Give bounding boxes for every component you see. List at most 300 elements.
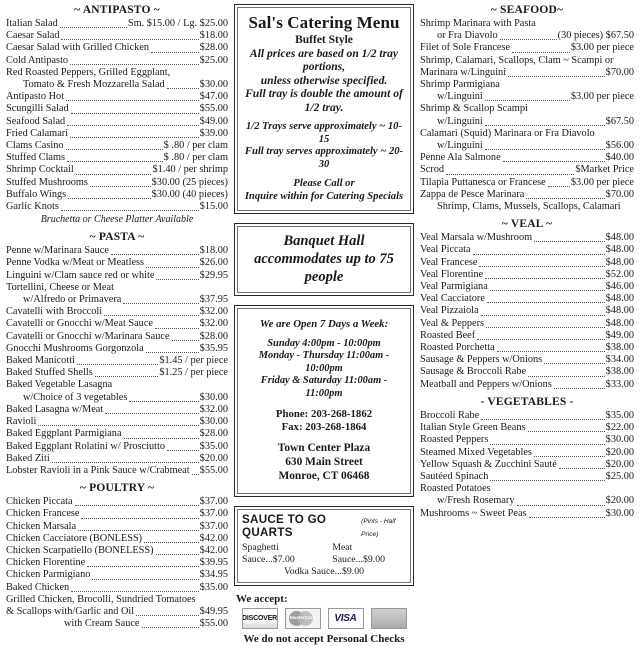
menu-item-price: $30.00: [605, 434, 634, 446]
menu-item-row: [420, 459, 634, 471]
dot-leader: [172, 69, 227, 77]
sauce-vodka: Vodka Sauce...$9.00: [283, 565, 365, 577]
menu-item-price: $30.00 (25 pieces): [151, 176, 228, 188]
menu-item-row: [420, 140, 634, 152]
menu-item-price: $ .80 / per clam: [163, 140, 228, 152]
menu-item-row: [6, 379, 228, 391]
menu-item-price: $49.95: [199, 605, 228, 617]
hours-heading: We are Open 7 Days a Week:: [259, 317, 389, 330]
menu-item-row: [6, 416, 228, 428]
menu-item-row: [420, 164, 634, 176]
dot-leader: [502, 81, 633, 89]
menu-item-name: Penne Vodka w/Meat or Meatless: [6, 257, 145, 269]
mastercard-label: MasterCard: [289, 614, 316, 620]
menu-item-name: Sausage & Peppers w/Onions: [420, 354, 543, 366]
menu-item-name: Gnocchi Mushrooms Gorgonzola: [6, 342, 144, 354]
menu-item-name: Chicken Piccata: [6, 496, 73, 508]
menu-item-name: Calamari (Squid) Marinara or Fra Diavolo: [420, 127, 595, 139]
hours-contact-box: [234, 305, 414, 497]
menu-item-row: [6, 42, 228, 54]
menu-item-row: [420, 495, 634, 507]
menu-item-row: [6, 294, 228, 306]
menu-item-price: $49.00: [605, 329, 634, 341]
menu-item-name: Sausage & Broccoli Rabe: [420, 366, 527, 378]
menu-item-row: [6, 508, 228, 520]
menu-item-name: Filet of Sole Francese: [420, 42, 511, 54]
menu-item-name: Italian Style Green Beans: [420, 422, 526, 434]
dot-leader: [38, 417, 198, 426]
menu-item-row: [6, 428, 228, 440]
menu-item-price: $3.00 per piece: [570, 42, 634, 54]
menu-item-name: Penne Ala Salmone: [420, 152, 501, 164]
menu-item-row: [420, 410, 634, 422]
dot-leader: [144, 534, 199, 543]
menu-item-row: [6, 404, 228, 416]
menu-item-price: $42.00: [199, 532, 228, 544]
sauce-heading-text: SAUCE TO GO QUARTS: [242, 512, 327, 539]
menu-item-name: Veal & Peppers: [420, 317, 485, 329]
menu-item-price: $30.00: [199, 391, 228, 403]
menu-item-row: [420, 42, 634, 54]
dot-leader: [615, 57, 633, 65]
dot-leader: [61, 31, 198, 40]
menu-item-name: Mushrooms ~ Sweet Peas: [420, 507, 527, 519]
menu-item-price: $48.00: [605, 232, 634, 244]
menu-item-price: $20.00: [199, 452, 228, 464]
dot-leader: [597, 130, 633, 138]
sauce-to-go-heading: [242, 513, 406, 541]
menu-item-name: Scungilli Salad: [6, 103, 69, 115]
menu-item-name: Zappa de Pesce Marinara: [420, 188, 525, 200]
menu-item-row: [420, 79, 634, 91]
menu-item-name: Baked Stuffed Shells: [6, 367, 93, 379]
menu-item-price: $1.45 / per piece: [159, 355, 228, 367]
menu-subtitle: Buffet Style: [295, 34, 353, 46]
menu-item-row: [6, 453, 228, 465]
menu-item-price: $28.00: [199, 428, 228, 440]
fax-number: Fax: 203-268-1864: [281, 420, 367, 433]
menu-item-price: $37.95: [199, 294, 228, 306]
banquet-hall-line-2: accommodates up to 75 people: [254, 250, 394, 285]
dot-leader: [479, 258, 604, 267]
menu-item-price: $18.00: [199, 30, 228, 42]
dot-leader: [146, 344, 199, 353]
menu-item-row: [420, 116, 634, 128]
text-line: Monday - Thursday 11:00am - 10:00pm: [258, 350, 390, 374]
dot-leader: [473, 246, 605, 255]
dot-leader: [477, 331, 604, 340]
menu-item-name: Shrimp, Calamari, Scallops, Clam ~ Scampi or: [420, 54, 614, 66]
dot-leader: [485, 141, 605, 150]
menu-item-row: [6, 521, 228, 533]
dot-leader: [81, 510, 198, 519]
menu-item-name: Shrimp Marinara with Pasta: [420, 18, 536, 29]
menu-item-name: Broccoli Rabe: [420, 409, 480, 421]
dot-leader: [66, 92, 199, 101]
menu-item-price: $47.00: [199, 91, 228, 103]
menu-item-price: (30 pieces) $67.50: [557, 30, 634, 42]
dot-leader: [490, 472, 604, 481]
menu-item-price: $26.00: [199, 257, 228, 269]
menu-item-price: $56.00: [605, 140, 634, 152]
menu-item-name: Cavatelli with Broccoli: [6, 306, 103, 318]
menu-item-price: $30.00: [605, 507, 634, 519]
text-line: Sunday 4:00pm - 10:00pm: [267, 337, 381, 349]
dot-leader: [517, 497, 605, 506]
section-heading-pasta: ~ PASTA ~: [89, 231, 145, 244]
menu-item-name: Steamed Mixed Vegetables: [420, 446, 532, 458]
menu-item-row: [420, 483, 634, 495]
menu-item-price: $15.00: [199, 201, 228, 213]
menu-item-price: $52.00: [605, 268, 634, 280]
menu-item-price: $22.00: [605, 422, 634, 434]
dot-leader: [70, 56, 199, 65]
policy-lines: [242, 47, 406, 114]
menu-item-price: $38.00: [605, 366, 634, 378]
menu-item-price: $3.00 per piece: [570, 176, 634, 188]
dot-leader: [66, 141, 163, 150]
mastercard-circles: [286, 609, 320, 628]
text-line: All prices are based on 1/2 tray portions,: [249, 47, 399, 74]
menu-item-row: [6, 128, 228, 140]
menu-item-name: Veal Piccata: [420, 244, 471, 256]
text-line: Monroe, CT 06468: [278, 469, 370, 482]
menu-item-name: Baked Manicotti: [6, 355, 75, 367]
menu-item-row: [6, 606, 228, 618]
menu-item-row: [420, 471, 634, 483]
menu-item-row: [6, 177, 228, 189]
menu-item-price: $18.00: [199, 245, 228, 257]
sauce-meat: Meat Sauce...$9.00: [332, 541, 386, 565]
menu-item-row: [6, 306, 228, 318]
dot-leader: [526, 190, 604, 199]
text-line: Town Center Plaza: [277, 441, 371, 454]
header-box: [234, 4, 414, 214]
dot-leader: [534, 448, 605, 457]
menu-item-name: Grilled Chicken, Brocolli, Sundried Tomatoes: [6, 593, 196, 605]
dot-leader: [497, 343, 605, 352]
menu-item-name: Veal Parmigiana: [420, 281, 488, 293]
menu-item-name: Baked Chicken: [6, 581, 70, 593]
sauce-heading-note: (Pints - Half Price): [361, 517, 396, 538]
menu-item-price: $39.95: [199, 557, 228, 569]
menu-item-row: [420, 128, 634, 140]
dot-leader: [490, 436, 604, 445]
dot-leader: [75, 497, 199, 506]
menu-item-price: $35.00: [199, 440, 228, 452]
menu-item-price: $42.00: [199, 544, 228, 556]
menu-item-price: $48.00: [605, 317, 634, 329]
menu-item-row: [420, 447, 634, 459]
sauce-spaghetti: Spaghetti Sauce...$7.00: [242, 541, 295, 565]
text-line: 630 Main Street: [285, 455, 363, 468]
dot-leader: [198, 596, 227, 604]
menu-item-row: [6, 245, 228, 257]
menu-item-name: Meatball and Peppers w/Onions: [420, 378, 552, 390]
menu-item-name: Roasted Peppers: [420, 434, 489, 446]
menu-item-name: Tomato & Fresh Mozzarella Salad: [23, 79, 165, 91]
menu-item-row: [420, 508, 634, 520]
dot-leader: [67, 153, 163, 162]
dot-leader: [534, 233, 605, 242]
menu-item-name: Cavatelli or Gnocchi w/Meat Sauce: [6, 318, 153, 330]
dot-leader: [548, 178, 570, 187]
dot-leader: [529, 509, 605, 518]
menu-item-row: [420, 103, 634, 115]
menu-item-name: Stuffed Clams: [6, 152, 66, 164]
banquet-hall-box: [234, 223, 414, 296]
dot-leader: [104, 307, 199, 316]
menu-item-row: [6, 270, 228, 282]
dot-leader: [70, 129, 199, 138]
dot-leader: [146, 259, 199, 268]
menu-item-row: [420, 232, 634, 244]
menu-item-name: Baked Lasagna w/Meat: [6, 403, 104, 415]
menu-item-row: [420, 91, 634, 103]
menu-item-price: $38.00: [605, 342, 634, 354]
menu-item-name: Garlic Knots: [6, 201, 59, 213]
menu-item-price: $34.95: [199, 569, 228, 581]
menu-item-name: Cavatelli or Gnocchi w/Marinara Sauce: [6, 330, 170, 342]
menu-item-name: Antipasto Hot: [6, 91, 65, 103]
address-lines: [242, 441, 406, 483]
menu-item-row: [420, 354, 634, 366]
menu-item-name: Scrod: [420, 164, 445, 176]
visa-label: VISA: [334, 612, 357, 624]
menu-item-name: Baked Eggplant Parmigiana: [6, 428, 122, 440]
dot-leader: [554, 380, 605, 389]
menu-item-price: $25.00: [199, 54, 228, 66]
menu-item-row: [6, 189, 228, 201]
menu-item-row: [6, 103, 228, 115]
dot-leader: [544, 355, 605, 364]
menu-item-price: $48.00: [605, 305, 634, 317]
menu-item-name: Caesar Salad: [6, 30, 60, 42]
dot-leader: [490, 282, 605, 291]
menu-item-price: $46.00: [605, 281, 634, 293]
menu-item-row: [420, 379, 634, 391]
menu-item-price: $48.00: [605, 256, 634, 268]
menu-item-row: [6, 152, 228, 164]
menu-item-row: [420, 342, 634, 354]
menu-item-name: w/Linguini: [437, 91, 483, 103]
menu-item-row: [6, 545, 228, 557]
menu-item-price: $70.00: [605, 188, 634, 200]
phone-number[interactable]: Phone: 203-268-1862: [275, 407, 373, 420]
menu-item-price: $37.00: [199, 496, 228, 508]
menu-item-name: Shrimp, Clams, Mussels, Scallops, Calamari: [437, 201, 621, 213]
menu-item-price: $39.00: [199, 127, 228, 139]
dot-leader: [124, 430, 199, 439]
menu-item-price: $Market Price: [575, 164, 634, 176]
menu-item-row: [6, 465, 228, 477]
mastercard-card-icon: [285, 608, 321, 629]
menu-item-row: [6, 282, 228, 294]
dot-leader: [155, 320, 199, 329]
payment-card-logos: [234, 608, 414, 629]
menu-item-row: [420, 257, 634, 269]
menu-item-row: [6, 164, 228, 176]
menu-item-name: Lobster Ravioli in a Pink Sauce w/Crabmeat: [6, 464, 190, 476]
menu-item-name: Roasted Porchetta: [420, 342, 495, 354]
menu-item-price: $32.00: [199, 403, 228, 415]
menu-item-row: [6, 594, 228, 606]
menu-item-price: $35.00: [199, 581, 228, 593]
dot-leader: [151, 44, 199, 53]
menu-item-price: $49.00: [199, 115, 228, 127]
menu-item-row: [6, 318, 228, 330]
menu-item-row: [6, 569, 228, 581]
menu-item-name: Veal Francese: [420, 256, 478, 268]
menu-item-row: [6, 140, 228, 152]
menu-item-name: Chicken Francese: [6, 508, 80, 520]
menu-item-row: [420, 305, 634, 317]
menu-item-price: $1.40 / per shrimp: [152, 164, 228, 176]
section-heading-antipasto: ~ ANTIPASTO ~: [74, 4, 160, 16]
menu-item-price: $34.00: [605, 354, 634, 366]
menu-item-name: Baked Eggplant Rolatini w/ Prosciutto: [6, 440, 166, 452]
dot-leader: [90, 178, 151, 187]
menu-item-name: Clams Casino: [6, 140, 64, 152]
menu-item-name: Veal Cacciatore: [420, 293, 485, 305]
menu-item-price: $35.95: [199, 342, 228, 354]
menu-item-name: Roasted Potatoes: [420, 483, 491, 495]
text-line: Inquire within for Catering Specials: [244, 191, 404, 202]
dot-leader: [78, 522, 199, 531]
dot-leader: [487, 294, 605, 303]
sauce-row: [242, 542, 406, 566]
menu-item-price: $30.00: [199, 79, 228, 91]
dot-leader: [123, 295, 198, 304]
dot-leader: [192, 466, 199, 475]
menu-item-name: w/Linguini: [437, 140, 483, 152]
dot-leader: [105, 405, 198, 414]
section-heading-vegetables: - VEGETABLES -: [480, 395, 574, 408]
dot-leader: [67, 117, 198, 126]
menu-item-name: Veal Marsala w/Mushroom: [420, 232, 533, 244]
menu-item-name: Yellow Squash & Zucchini Sauté: [420, 458, 557, 470]
menu-item-name: Seafood Salad: [6, 115, 66, 127]
dot-leader: [623, 203, 633, 211]
menu-item-row: [6, 79, 228, 91]
menu-item-row: [6, 557, 228, 569]
menu-item-name: Chicken Parmigiano: [6, 569, 91, 581]
menu-item-row: [6, 257, 228, 269]
menu-item-name: Linguini w/Clam sauce red or white: [6, 269, 155, 281]
menu-item-row: [420, 330, 634, 342]
left-column: [3, 4, 231, 630]
menu-item-row: [6, 618, 228, 630]
text-line: Full tray is double the amount of 1/2 tray.: [245, 87, 403, 114]
menu-item-row: [6, 582, 228, 594]
menu-item-name: w/Fresh Rosemary: [437, 495, 515, 507]
text-line: Friday & Saturday 11:00am - 11:00pm: [260, 375, 388, 399]
menu-item-row: [6, 116, 228, 128]
dot-leader: [114, 382, 227, 390]
menu-item-price: $32.00: [199, 306, 228, 318]
section-heading-veal: ~ VEAL ~: [501, 218, 553, 231]
menu-item-price: $20.00: [605, 495, 634, 507]
dot-leader: [485, 92, 570, 101]
menu-item-price: $20.00: [605, 458, 634, 470]
menu-item-name: w/Alfredo or Primavera: [23, 294, 122, 306]
dot-leader: [486, 319, 605, 328]
dot-leader: [481, 307, 605, 316]
menu-item-row: [6, 441, 228, 453]
dot-leader: [481, 411, 604, 420]
dot-leader: [95, 368, 159, 377]
text-line: Please Call or: [293, 178, 355, 190]
menu-item-name: Caesar Salad with Grilled Chicken: [6, 42, 149, 54]
menu-item-row: [420, 30, 634, 42]
page-title: Sal's Catering Menu: [248, 13, 400, 32]
dot-leader: [528, 368, 605, 377]
menu-item-name: Fried Calamari: [6, 127, 69, 139]
menu-item-price: $37.00: [199, 520, 228, 532]
menu-item-name: or Fra Diavolo: [437, 30, 498, 42]
menu-item-row: [6, 533, 228, 545]
menu-item-price: $ .80 / per clam: [163, 152, 228, 164]
dot-leader: [156, 271, 198, 280]
menu-item-price: $3.00 per piece: [570, 91, 634, 103]
discover-label: DISCOVER: [242, 614, 277, 622]
menu-item-name: w/Linguini: [437, 115, 483, 127]
dot-leader: [559, 460, 605, 469]
menu-item-name: Sautéed Spinach: [420, 470, 489, 482]
dot-leader: [68, 190, 151, 199]
menu-item-name: & Scallops with/Garlic and Oil: [6, 605, 135, 617]
we-accept-label: We accept:: [236, 592, 288, 605]
menu-item-name: Shrimp & Scallop Scampi: [420, 103, 528, 115]
menu-item-name: Chicken Cacciatore (BONLESS): [6, 532, 143, 544]
menu-item-price: $48.00: [605, 244, 634, 256]
menu-item-row: [420, 318, 634, 330]
dot-leader: [167, 80, 199, 89]
right-column: [417, 4, 637, 519]
menu-item-row: [6, 496, 228, 508]
menu-item-name: Marinara w/Linguini: [420, 66, 507, 78]
no-personal-checks-notice: We do not accept Personal Checks: [243, 632, 405, 645]
menu-item-name: Shrimp Cocktail: [6, 164, 74, 176]
menu-item-row: [420, 422, 634, 434]
vegetables-item-list: [420, 410, 634, 520]
dot-leader: [71, 583, 198, 592]
menu-item-row: [6, 355, 228, 367]
dot-leader: [172, 332, 199, 341]
dot-leader: [77, 356, 158, 365]
menu-item-name: Chicken Florentine: [6, 557, 86, 569]
menu-item-row: [420, 152, 634, 164]
banquet-hall-line-1: Banquet Hall: [283, 232, 365, 249]
sauce-to-go-box: [234, 506, 414, 586]
menu-item-row: [6, 343, 228, 355]
menu-item-price: $55.00: [199, 103, 228, 115]
amex-card-icon: [371, 608, 407, 629]
text-line: 1/2 Trays serve approximately ~ 10-15: [246, 121, 402, 145]
menu-item-name: w/Choice of 3 vegetables: [23, 391, 128, 403]
dot-leader: [538, 20, 633, 28]
menu-item-name: Baked Vegetable Lasagna: [6, 379, 113, 391]
menu-item-row: [420, 55, 634, 67]
dot-leader: [116, 284, 227, 292]
dot-leader: [500, 31, 557, 40]
menu-item-row: [420, 281, 634, 293]
menu-item-name: Chicken Marsala: [6, 520, 77, 532]
menu-item-price: $48.00: [605, 293, 634, 305]
menu-item-price: $40.00: [605, 152, 634, 164]
antipasto-footnote: Bruchetta or Cheese Platter Available: [40, 214, 194, 226]
menu-item-row: [6, 392, 228, 404]
